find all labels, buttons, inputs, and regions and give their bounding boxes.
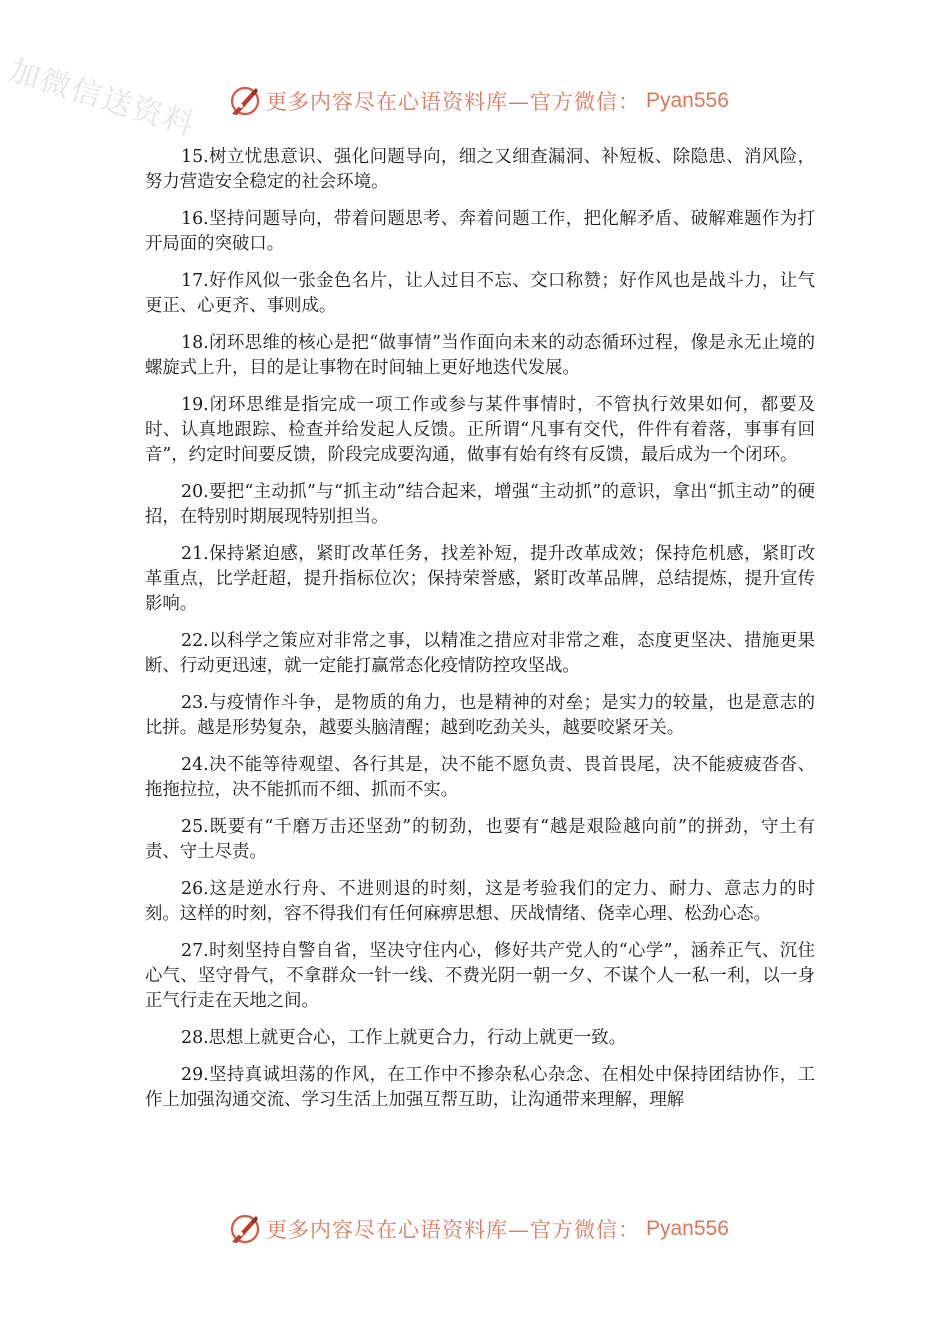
paragraph-29: 29.坚持真诚坦荡的作风，在工作中不掺杂私心杂念、在相处中保持团结协作，工作上加强沟通交流、学习生活上加强互帮互助，让沟通带来理解，理解 xyxy=(145,1065,815,1110)
footer-banner-id: Pyan556 xyxy=(646,1217,729,1240)
paragraph-22: 22.以科学之策应对非常之事，以精准之措应对非常之难，态度更坚决、措施更果断、行动更迅速，就一定能打赢常态化疫情防控攻坚战。 xyxy=(145,631,815,676)
paragraph-15: 15.树立忧患意识、强化问题导向，细之又细查漏洞、补短板、除隐患、消风险，努力营造安全稳定的社会环境。 xyxy=(145,147,815,192)
header-banner-id: Pyan556 xyxy=(646,89,729,112)
paragraph-25: 25.既要有“千磨万击还坚劲”的韧劲，也要有“越是艰险越向前”的拼劲，守土有责、守土尽责。 xyxy=(145,817,815,862)
paragraph-28: 28.思想上就更合心，工作上就更合力，行动上就更一致。 xyxy=(181,1028,627,1048)
footer-banner-text: 更多内容尽在心语资料库—官方微信： xyxy=(266,1218,640,1242)
paragraph-20: 20.要把“主动抓”与“抓主动”结合起来，增强“主动抓”的意识，拿出“抓主动”的硬招，在特别时期展现特别担当。 xyxy=(145,482,815,527)
paragraph-19: 19.闭环思维是指完成一项工作或参与某件事情时，不管执行效果如何，都要及时、认真地跟踪、检查并给发起人反馈。正所谓“凡事有交代，件件有着落，事事有回音”，约定时间要反馈，阶段完成要沟通，做事有始有终有反馈，最后成为一个闭环。 xyxy=(145,395,815,465)
footer-banner xyxy=(228,1212,729,1246)
paragraph-16: 16.坚持问题导向，带着问题思考、奔着问题工作，把化解矛盾、破解难题作为打开局面的突破口。 xyxy=(145,209,815,254)
header-banner-text: 更多内容尽在心语资料库—官方微信： xyxy=(266,90,640,114)
header-banner xyxy=(228,84,729,118)
paragraph-26: 26.这是逆水行舟、不进则退的时刻，这是考验我们的定力、耐力、意志力的时刻。这样的时刻，容不得我们有任何麻痹思想、厌战情绪、侥幸心理、松劲心态。 xyxy=(145,879,815,924)
document-body xyxy=(145,145,815,1125)
paragraph-21: 21.保持紧迫感，紧盯改革任务，找差补短，提升改革成效；保持危机感，紧盯改革重点，比学赶超，提升指标位次；保持荣誉感，紧盯改革品牌，总结提炼，提升宣传影响。 xyxy=(145,544,815,614)
paragraph-18: 18.闭环思维的核心是把“做事情”当作面向未来的动态循环过程，像是永无止境的螺旋式上升，目的是让事物在时间轴上更好地迭代发展。 xyxy=(145,333,815,378)
watermark-text: 加微信送资料 xyxy=(5,53,200,144)
paragraph-23: 23.与疫情作斗争，是物质的角力，也是精神的对垒；是实力的较量，也是意志的比拼。越是形势复杂，越要头脑清醒；越到吃劲关头，越要咬紧牙关。 xyxy=(145,693,815,738)
paragraph-27: 27.时刻坚持自警自省，坚决守住内心，修好共产党人的“心学”，涵养正气、沉住心气、坚守骨气，不拿群众一针一线、不费光阴一朝一夕、不谋个人一私一利，以一身正气行走在天地之间。 xyxy=(145,941,815,1011)
pen-logo-icon xyxy=(228,84,262,118)
paragraph-17: 17.好作风似一张金色名片，让人过目不忘、交口称赞；好作风也是战斗力，让气更正、心更齐、事则成。 xyxy=(145,271,815,316)
pen-logo-icon xyxy=(228,1212,262,1246)
paragraph-24: 24.决不能等待观望、各行其是，决不能不愿负责、畏首畏尾，决不能疲疲沓沓、拖拖拉拉，决不能抓而不细、抓而不实。 xyxy=(145,755,815,800)
